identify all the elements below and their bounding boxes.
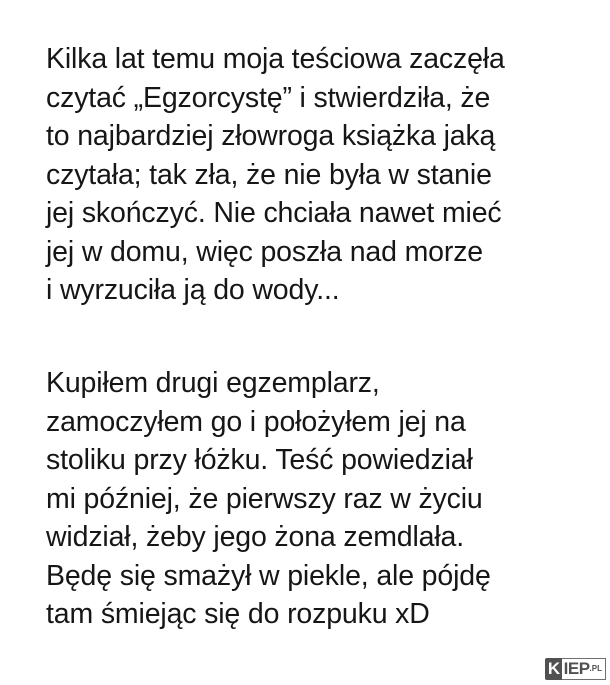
- text-line: jej w domu, więc poszła nad morze: [46, 235, 483, 268]
- text-line: Kilka lat temu moja teściowa zaczęła: [46, 43, 505, 75]
- text-line: widział, żeby jego żona zemdlała.: [46, 521, 465, 553]
- watermark-k: K: [545, 658, 562, 680]
- text-line: jej skończyć. Nie chciała nawet mieć: [46, 197, 502, 229]
- text-line: mi później, że pierwszy raz w życiu: [46, 482, 483, 515]
- text-line: zamoczyłem go i położyłem jej na: [46, 405, 466, 438]
- text-line: Będę się smażył w piekle, ale pójdę: [46, 559, 491, 592]
- watermark-rest: [562, 658, 606, 680]
- story-paragraph-1: [46, 40, 606, 310]
- watermark-iep: IEP: [563, 659, 590, 678]
- story-paragraph-2: [46, 364, 606, 634]
- text-line: stoliku przy łóżku. Teść powiedział: [46, 444, 473, 476]
- text-line: czytać „Egzorcystę” i stwierdziła, że: [46, 81, 491, 114]
- text-line: to najbardziej złowroga książka jaką: [46, 120, 496, 152]
- kiep-watermark-logo: [545, 658, 606, 680]
- watermark-domain: .PL: [589, 664, 602, 673]
- text-line: tam śmiejąc się do rozpuku xD: [46, 598, 430, 630]
- text-line: i wyrzuciła ją do wody...: [46, 274, 340, 306]
- text-line: Kupiłem drugi egzemplarz,: [46, 367, 380, 399]
- text-line: czytała; tak zła, że nie była w stanie: [46, 158, 492, 191]
